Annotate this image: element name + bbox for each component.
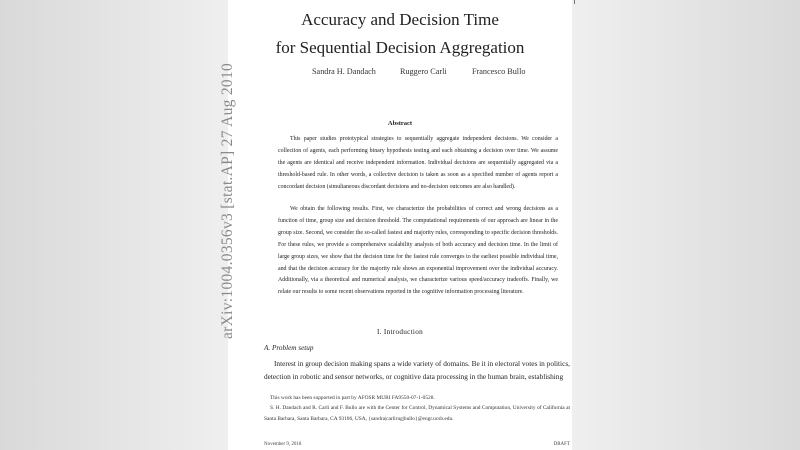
intro-paragraph: Interest in group decision making spans a wide variety of domains. Be it in electoral votes in politics, detection in robotic and sensor networks, or cognitive data processing in the human brain, establishing xyxy=(264,359,570,381)
arxiv-stamp: arXiv:1004.0356v3 [stat.AP] 27 Aug 2010 xyxy=(219,62,236,339)
subsection-heading: A. Problem setup xyxy=(264,344,314,352)
section-heading: I. Introduction xyxy=(376,328,424,336)
footnote-affiliation: S. H. Dandach and R. Carli and F. Bullo are with the Center for Control, Dynamical Systems and Computation, University of California at Santa Barbara, Santa Barbara, CA 93106, USA, {sandra|carlirug|bullo}@engr.ucsb.edu. xyxy=(264,405,570,422)
footer-draft: DRAFT xyxy=(553,442,570,447)
author-2: Ruggero Carli xyxy=(400,67,447,76)
author-3: Francesco Bullo xyxy=(472,67,526,76)
page-corner-mark xyxy=(574,0,575,4)
right-background xyxy=(572,0,800,450)
abstract-paragraph-1: This paper studies prototypical strategies to sequentially aggregate independent decisions. We consider a collection of agents, each performing binary hypothesis testing and each obtaining a decision over time. We assume the agents are identical and receive independent information. Individual decisions are sequentially aggregated via a threshold-based rule. In other words, a collective decision is taken as soon as a specified number of agents report a concordant decision (simultaneous discordant decisions and no-decision outcomes are also handled). xyxy=(278,136,558,190)
footer-date: November 9, 2018 xyxy=(264,442,302,447)
author-1: Sandra H. Dandach xyxy=(312,67,376,76)
paper-title-line1: Accuracy and Decision Time xyxy=(301,10,499,29)
paper-page xyxy=(219,0,572,450)
left-background xyxy=(0,0,228,450)
paper-title-line2: for Sequential Decision Aggregation xyxy=(275,38,525,57)
abstract-paragraph-2: We obtain the following results. First, we characterize the probabilities of correct and wrong decisions as a function of time, group size and decision threshold. The computational requirements of our approach are linear in the group size. Second, we consider the so-called fastest and majority rules, corresponding to specific decision thresholds. For these rules, we provide a comprehensive scalability analysis of both accuracy and decision time. In the limit of large group sizes, we show that the decision time for the fastest rule converges to the earliest possible individual time, and that the decision accuracy for the majority rule shows an exponential improvement over the individual accuracy. Additionally, via a theoretical and numerical analysis, we characterize various speed/accuracy tradeoffs. Finally, we relate our results to some recent observations reported in the cognitive information processing literature. xyxy=(278,206,558,296)
abstract-heading: Abstract xyxy=(387,120,413,127)
footnote-support: This work has been supported in part by AFOSR MURI FA9550-07-1-0528. xyxy=(270,395,435,401)
